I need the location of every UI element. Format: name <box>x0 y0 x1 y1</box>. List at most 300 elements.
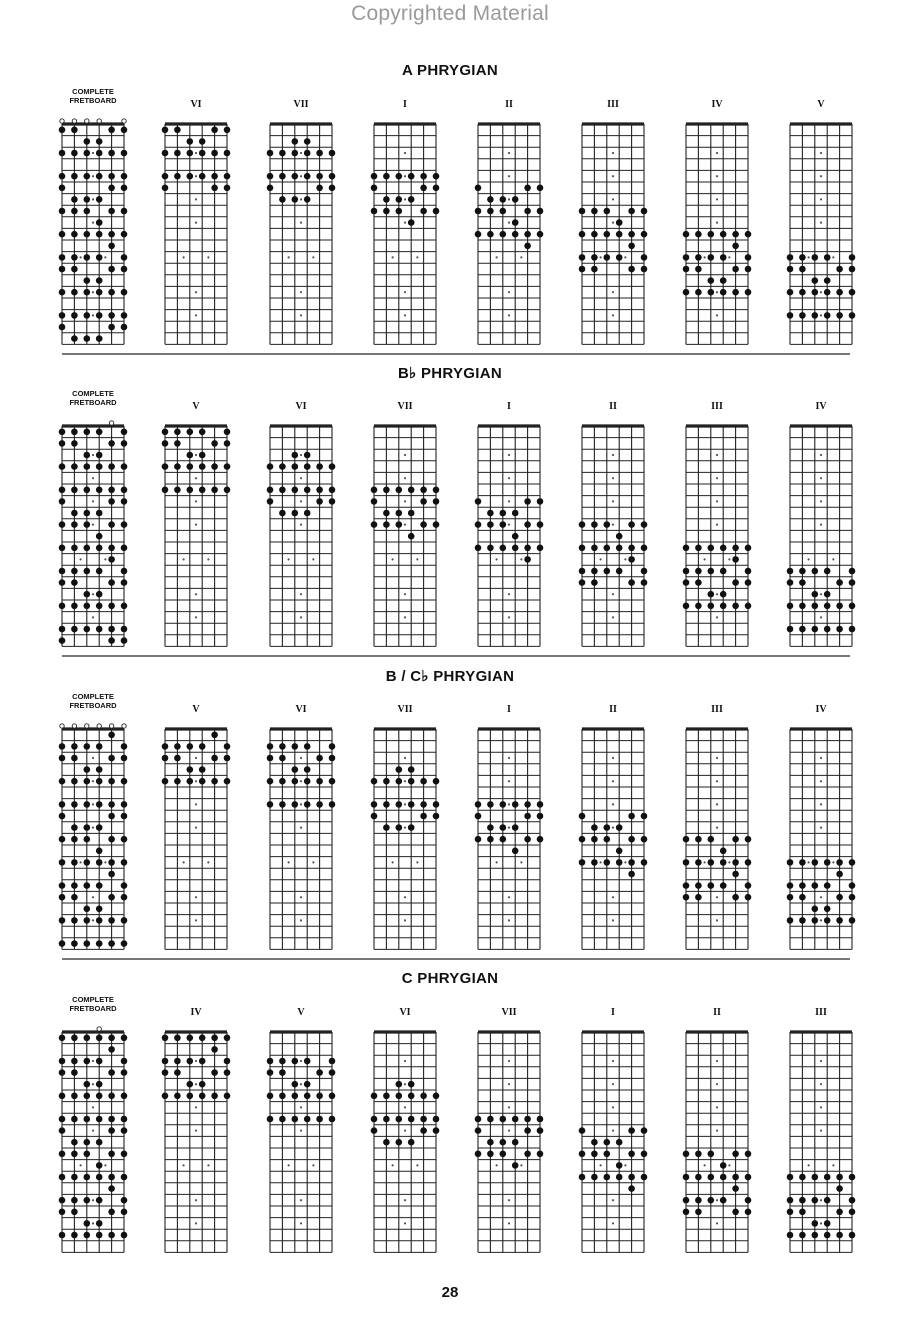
scale-note-dot <box>84 859 91 866</box>
scale-note-dot <box>121 184 128 191</box>
root-note-dot <box>433 1116 440 1123</box>
scale-note-dot <box>174 778 181 785</box>
fretboard-label-line: FRETBOARD <box>69 1004 117 1013</box>
scale-note-dot <box>745 1208 752 1215</box>
scale-note-dot <box>732 579 739 586</box>
scale-note-dot <box>408 1116 415 1123</box>
fret-marker-dot <box>92 1129 94 1131</box>
fret-marker-dot <box>416 861 418 863</box>
scale-note-dot <box>787 1208 794 1215</box>
scale-note-dot <box>292 1081 299 1088</box>
root-note-dot <box>96 905 103 912</box>
scale-note-dot <box>579 1174 586 1181</box>
scale-note-dot <box>500 544 507 551</box>
fret-marker-dot <box>300 1106 302 1108</box>
scale-note-dot <box>162 1092 169 1099</box>
scale-note-dot <box>695 544 702 551</box>
fret-marker-dot <box>404 221 406 223</box>
scale-note-dot <box>162 126 169 133</box>
fret-marker-dot <box>520 256 522 258</box>
scale-note-dot <box>224 150 231 157</box>
scale-note-dot <box>162 440 169 447</box>
root-note-dot <box>732 1174 739 1181</box>
scale-note-dot <box>641 859 648 866</box>
root-note-dot <box>279 1058 286 1065</box>
scale-note-dot <box>849 882 856 889</box>
fret-marker-dot <box>716 1060 718 1062</box>
open-string-note <box>60 119 64 123</box>
scale-note-dot <box>591 521 598 528</box>
scale-note-dot <box>512 1162 519 1169</box>
scale-note-dot <box>71 824 78 831</box>
fretboard-label-line: FRETBOARD <box>69 398 117 407</box>
scale-note-dot <box>591 208 598 215</box>
root-note-dot <box>199 138 206 145</box>
fret-marker-dot <box>716 291 718 293</box>
scale-note-dot <box>433 778 440 785</box>
fret-marker-dot <box>520 861 522 863</box>
fret-marker-dot <box>300 896 302 898</box>
scale-note-dot <box>59 150 66 157</box>
scale-note-dot <box>59 894 66 901</box>
root-note-dot <box>799 254 806 261</box>
scale-note-dot <box>96 428 103 435</box>
scale-note-dot <box>383 1092 390 1099</box>
scale-note-dot <box>745 1174 752 1181</box>
scale-note-dot <box>59 859 66 866</box>
scale-note-dot <box>591 266 598 273</box>
scale-note-dot <box>579 521 586 528</box>
root-note-dot <box>329 486 336 493</box>
scale-note-dot <box>836 871 843 878</box>
scale-note-dot <box>524 1116 531 1123</box>
scale-note-dot <box>84 1220 91 1227</box>
scale-note-dot <box>579 254 586 261</box>
scale-note-dot <box>616 231 623 238</box>
fret-marker-dot <box>716 477 718 479</box>
root-note-dot <box>408 1081 415 1088</box>
scale-note-dot <box>537 544 544 551</box>
scale-note-dot <box>695 289 702 296</box>
root-note-dot <box>292 510 299 517</box>
root-note-dot <box>836 859 843 866</box>
scale-title: A PHRYGIAN <box>401 62 499 79</box>
scale-note-dot <box>849 254 856 261</box>
root-note-dot <box>267 801 274 808</box>
fret-marker-dot <box>404 1083 406 1085</box>
fret-marker-dot <box>195 826 197 828</box>
fret-marker-dot <box>820 291 822 293</box>
root-note-dot <box>732 859 739 866</box>
position-diagram <box>474 118 544 350</box>
root-note-dot <box>224 173 231 180</box>
scale-note-dot <box>71 801 78 808</box>
scale-note-dot <box>396 801 403 808</box>
scale-note-dot <box>121 743 128 750</box>
scale-note-dot <box>108 556 115 563</box>
fret-marker-dot <box>416 558 418 560</box>
position-diagram <box>161 723 231 955</box>
scale-note-dot <box>329 1092 336 1099</box>
position-diagram <box>161 1026 231 1258</box>
position-label: V <box>297 1007 305 1018</box>
fret-marker-dot <box>704 558 706 560</box>
fret-marker-dot <box>404 593 406 595</box>
scale-note-dot <box>316 801 323 808</box>
scale-note-dot <box>59 637 66 644</box>
scale-note-dot <box>683 289 690 296</box>
scale-note-dot <box>745 882 752 889</box>
fret-marker-dot <box>80 861 82 863</box>
fret-marker-dot <box>716 757 718 759</box>
fret-marker-dot <box>92 198 94 200</box>
fret-marker-dot <box>508 616 510 618</box>
fret-marker-dot <box>716 803 718 805</box>
scale-note-dot <box>224 1034 231 1041</box>
scale-note-dot <box>812 602 819 609</box>
scale-note-dot <box>71 1232 78 1239</box>
fret-marker-dot <box>195 1083 197 1085</box>
open-string-note <box>122 119 126 123</box>
scale-note-dot <box>708 591 715 598</box>
scale-note-dot <box>371 521 378 528</box>
scale-note-dot <box>720 254 727 261</box>
scale-note-dot <box>96 940 103 947</box>
scale-note-dot <box>71 602 78 609</box>
scale-note-dot <box>849 568 856 575</box>
scale-note-dot <box>732 556 739 563</box>
scale-note-dot <box>162 463 169 470</box>
scale-note-dot <box>487 801 494 808</box>
scale-note-dot <box>628 266 635 273</box>
scale-note-dot <box>487 510 494 517</box>
scale-note-dot <box>174 440 181 447</box>
fret-marker-dot <box>92 1222 94 1224</box>
scale-note-dot <box>108 463 115 470</box>
scale-note-dot <box>304 1092 311 1099</box>
scale-note-dot <box>96 1174 103 1181</box>
scale-note-dot <box>408 486 415 493</box>
scale-note-dot <box>745 289 752 296</box>
scale-note-dot <box>799 266 806 273</box>
scale-note-dot <box>408 219 415 226</box>
scale-note-dot <box>84 138 91 145</box>
scale-note-dot <box>371 778 378 785</box>
scale-note-dot <box>849 1197 856 1204</box>
scale-note-dot <box>304 196 311 203</box>
scale-note-dot <box>96 289 103 296</box>
scale-note-dot <box>211 184 218 191</box>
fret-marker-dot <box>508 1060 510 1062</box>
scale-note-dot <box>187 463 194 470</box>
scale-note-dot <box>396 1081 403 1088</box>
fret-marker-dot <box>716 198 718 200</box>
scale-note-dot <box>641 544 648 551</box>
fret-marker-dot <box>195 803 197 805</box>
scale-note-dot <box>304 1116 311 1123</box>
scale-note-dot <box>187 452 194 459</box>
scale-note-dot <box>512 510 519 517</box>
scale-note-dot <box>604 208 611 215</box>
scale-note-dot <box>304 778 311 785</box>
scale-note-dot <box>108 312 115 319</box>
root-note-dot <box>604 1139 611 1146</box>
fret-marker-dot <box>404 1060 406 1062</box>
root-note-dot <box>174 743 181 750</box>
fret-marker-dot <box>183 1164 185 1166</box>
fret-marker-dot <box>508 500 510 502</box>
fret-marker-dot <box>612 500 614 502</box>
fret-marker-dot <box>92 523 94 525</box>
root-note-dot <box>849 312 856 319</box>
scale-note-dot <box>824 568 831 575</box>
root-note-dot <box>824 591 831 598</box>
position-diagram <box>682 1026 752 1258</box>
scale-note-dot <box>732 602 739 609</box>
fret-marker-dot <box>300 477 302 479</box>
scale-note-dot <box>420 486 427 493</box>
scale-note-dot <box>383 824 390 831</box>
scale-note-dot <box>616 219 623 226</box>
scale-note-dot <box>591 824 598 831</box>
scale-note-dot <box>641 579 648 586</box>
fret-marker-dot <box>820 477 822 479</box>
scale-note-dot <box>108 626 115 633</box>
scale-note-dot <box>371 498 378 505</box>
scale-note-dot <box>84 208 91 215</box>
scale-note-dot <box>267 1092 274 1099</box>
root-note-dot <box>121 626 128 633</box>
scale-note-dot <box>475 544 482 551</box>
fret-marker-dot <box>404 175 406 177</box>
scale-note-dot <box>628 1150 635 1157</box>
scale-note-dot <box>199 778 206 785</box>
complete-fretboard-diagram <box>58 420 128 652</box>
scale-note-dot <box>108 498 115 505</box>
scale-note-dot <box>224 184 231 191</box>
scale-note-dot <box>187 150 194 157</box>
scale-note-dot <box>292 766 299 773</box>
scale-note-dot <box>500 836 507 843</box>
scale-note-dot <box>279 1092 286 1099</box>
fret-marker-dot <box>820 919 822 921</box>
fret-marker-dot <box>312 256 314 258</box>
scale-note-dot <box>787 882 794 889</box>
scale-note-dot <box>329 498 336 505</box>
position-diagram <box>786 420 856 652</box>
fret-marker-dot <box>820 780 822 782</box>
scale-note-dot <box>211 173 218 180</box>
root-note-dot <box>224 486 231 493</box>
scale-note-dot <box>71 579 78 586</box>
scale-note-dot <box>96 1197 103 1204</box>
scale-note-dot <box>71 208 78 215</box>
scale-note-dot <box>812 882 819 889</box>
scale-note-dot <box>121 755 128 762</box>
scale-note-dot <box>71 510 78 517</box>
root-note-dot <box>396 196 403 203</box>
scale-note-dot <box>824 602 831 609</box>
scale-note-dot <box>96 173 103 180</box>
fret-marker-dot <box>300 221 302 223</box>
scale-note-dot <box>591 859 598 866</box>
root-note-dot <box>267 173 274 180</box>
fret-marker-dot <box>820 1083 822 1085</box>
complete-fretboard-label <box>48 995 138 1013</box>
fret-marker-dot <box>716 593 718 595</box>
fret-marker-dot <box>612 826 614 828</box>
scale-note-dot <box>849 859 856 866</box>
scale-note-dot <box>836 579 843 586</box>
scale-note-dot <box>579 544 586 551</box>
scale-note-dot <box>108 521 115 528</box>
scale-note-dot <box>579 579 586 586</box>
scale-note-dot <box>799 289 806 296</box>
scale-note-dot <box>836 266 843 273</box>
scale-note-dot <box>487 1150 494 1157</box>
root-note-dot <box>292 196 299 203</box>
scale-note-dot <box>121 1092 128 1099</box>
scale-note-dot <box>199 1058 206 1065</box>
scale-note-dot <box>487 836 494 843</box>
fret-marker-dot <box>612 757 614 759</box>
position-diagram <box>786 723 856 955</box>
scale-note-dot <box>292 1116 299 1123</box>
root-note-dot <box>121 486 128 493</box>
fret-marker-dot <box>808 558 810 560</box>
open-string-note <box>60 724 64 728</box>
scale-note-dot <box>420 1092 427 1099</box>
scale-note-dot <box>475 1127 482 1134</box>
position-diagram <box>786 1026 856 1258</box>
fret-marker-dot <box>300 616 302 618</box>
fret-marker-dot <box>195 454 197 456</box>
position-label: VI <box>190 99 202 110</box>
position-diagram <box>266 420 336 652</box>
scale-note-dot <box>162 184 169 191</box>
scale-note-dot <box>683 1208 690 1215</box>
scale-note-dot <box>84 917 91 924</box>
root-note-dot <box>174 428 181 435</box>
scale-note-dot <box>187 138 194 145</box>
scale-note-dot <box>812 1197 819 1204</box>
scale-note-dot <box>745 1150 752 1157</box>
scale-note-dot <box>174 126 181 133</box>
position-diagram <box>266 723 336 955</box>
scale-note-dot <box>211 1092 218 1099</box>
scale-note-dot <box>720 847 727 854</box>
fret-marker-dot <box>195 616 197 618</box>
scale-note-dot <box>537 813 544 820</box>
fret-marker-dot <box>612 593 614 595</box>
scale-note-dot <box>420 498 427 505</box>
scale-note-dot <box>537 521 544 528</box>
scale-note-dot <box>616 254 623 261</box>
fret-marker-dot <box>183 256 185 258</box>
fret-marker-dot <box>404 896 406 898</box>
scale-note-dot <box>849 1232 856 1239</box>
scale-note-dot <box>579 859 586 866</box>
scale-note-dot <box>720 289 727 296</box>
scale-note-dot <box>396 173 403 180</box>
scale-note-dot <box>708 882 715 889</box>
fret-marker-dot <box>183 558 185 560</box>
fret-marker-dot <box>92 314 94 316</box>
scale-note-dot <box>199 150 206 157</box>
scale-note-dot <box>787 1174 794 1181</box>
root-note-dot <box>787 626 794 633</box>
scale-note-dot <box>487 208 494 215</box>
fret-marker-dot <box>195 523 197 525</box>
root-note-dot <box>500 824 507 831</box>
scale-note-dot <box>71 859 78 866</box>
scale-note-dot <box>224 755 231 762</box>
scale-note-dot <box>475 836 482 843</box>
open-string-note <box>97 724 101 728</box>
scale-note-dot <box>267 1069 274 1076</box>
scale-note-dot <box>537 1127 544 1134</box>
scale-note-dot <box>304 1058 311 1065</box>
root-note-dot <box>84 335 91 342</box>
scale-note-dot <box>121 1174 128 1181</box>
scale-note-dot <box>732 1150 739 1157</box>
scale-note-dot <box>59 778 66 785</box>
root-note-dot <box>279 743 286 750</box>
scale-note-dot <box>604 254 611 261</box>
fret-marker-dot <box>612 919 614 921</box>
scale-note-dot <box>108 579 115 586</box>
scale-note-dot <box>292 173 299 180</box>
scale-note-dot <box>84 463 91 470</box>
root-note-dot <box>824 905 831 912</box>
root-note-dot <box>199 1081 206 1088</box>
fret-marker-dot <box>92 1199 94 1201</box>
scale-note-dot <box>84 231 91 238</box>
scale-note-dot <box>108 1232 115 1239</box>
scale-note-dot <box>84 1116 91 1123</box>
scale-note-dot <box>836 1185 843 1192</box>
fret-marker-dot <box>104 1164 106 1166</box>
scale-note-dot <box>812 905 819 912</box>
root-note-dot <box>329 173 336 180</box>
fret-marker-dot <box>820 1199 822 1201</box>
fret-marker-dot <box>508 780 510 782</box>
fret-marker-dot <box>808 861 810 863</box>
scale-note-dot <box>745 231 752 238</box>
scale-note-dot <box>475 498 482 505</box>
scale-note-dot <box>71 150 78 157</box>
scale-note-dot <box>500 231 507 238</box>
scale-note-dot <box>512 544 519 551</box>
scale-note-dot <box>96 510 103 517</box>
scale-note-dot <box>836 1208 843 1215</box>
scale-note-dot <box>316 755 323 762</box>
root-note-dot <box>604 824 611 831</box>
scale-note-dot <box>695 231 702 238</box>
scale-note-dot <box>316 1069 323 1076</box>
fret-marker-dot <box>404 780 406 782</box>
root-note-dot <box>329 1116 336 1123</box>
fret-marker-dot <box>716 896 718 898</box>
scale-note-dot <box>745 266 752 273</box>
scale-note-dot <box>174 1034 181 1041</box>
fret-marker-dot <box>195 593 197 595</box>
scale-note-dot <box>720 544 727 551</box>
scale-note-dot <box>71 312 78 319</box>
fret-marker-dot <box>195 314 197 316</box>
scale-note-dot <box>641 266 648 273</box>
scale-note-dot <box>787 602 794 609</box>
